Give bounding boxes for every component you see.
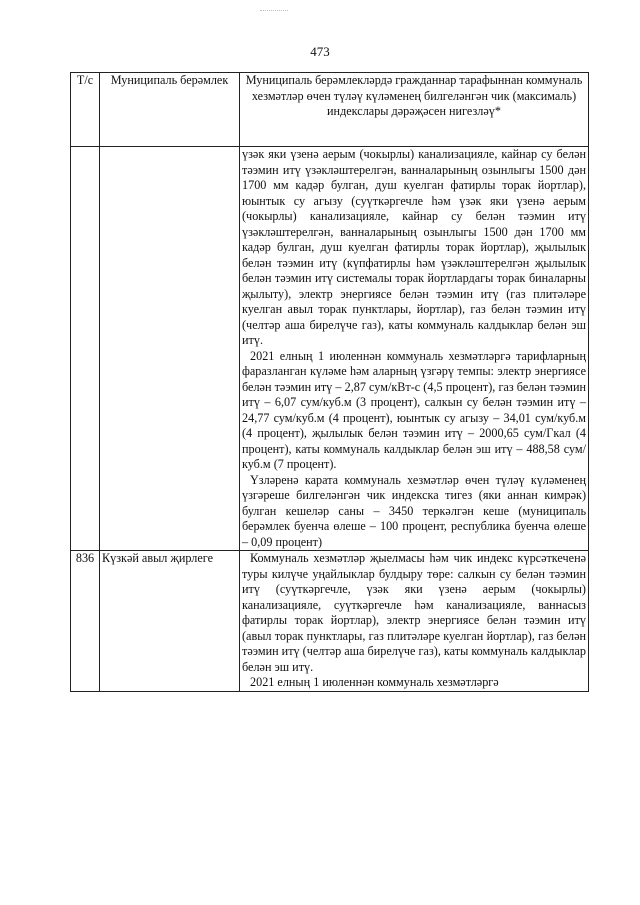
table-row-continuation [71, 147, 589, 551]
description-paragraph: 2021 елның 1 июленнән коммуналь хезмәтләргә тарифларның фаразланган күләме һәм аларның үзгәрү темпы: электр энергиясе белән тәэмин итү – 2,87 сум/кВт-с (4,5 процент), газ белән тәэмин итү – 6,07 сум/куб.м (3 процент), салкын су белән тәэмин итү – 24,77 сум/куб.м (4 процент), юынтык су агызу – 34,01 сум/куб.м (4 процент), җылылык белән тәэмин итү – 2000,65 сум/Гкал (4 процент), каты коммуналь калдыклар белән эш итү – 488,58 сум/куб.м (7 процент). [242, 348, 586, 471]
continuation-municipality-cell [100, 147, 240, 551]
continuation-description-cell [240, 147, 589, 551]
page-number: 473 [310, 44, 330, 59]
municipal-index-table [70, 72, 589, 692]
row-municipality: Күзкәй авыл җирлеге [100, 551, 240, 692]
row-description-cell [240, 551, 589, 692]
description-paragraph: үзәк яки үзенә аерым (чокырлы) канализацияле, кайнар су белән тәэмин итү үзәкләштерелгән, ванналарының озынлыгы 1500 дән 1700 мм кадәр булган, душ куелган фатирлы торак йортлар), юынтык су агызу (суүткәргечле һәм үзәк яки үзенә аерым (чокырлы) канализацияле, кайнар су белән тәэмин итү үзәкләштерелгән, ванналарының озынлыгы 1500 дән 1700 мм кадәр булган, душ куелган фатирлы торак йортлар), җылылык белән тәэмин итү (күпфатирлы һәм үзәкләштерелгән җылылык белән тәэмин итү системалы торак йортлардагы торак биналарны җылыту), электр энергиясе белән тәэмин итү (газ плитәләре куелган авыл торак пунктлары, йортлар), газ белән тәэмин итү (челтәр аша бирелүче газ), каты коммуналь калдыклар белән эш итү. [242, 147, 586, 347]
continuation-number-cell [71, 147, 100, 551]
table-row-836 [71, 551, 589, 692]
row-number: 836 [71, 551, 100, 692]
header-description: Муниципаль берәмлекләрдә гражданнар тарафыннан коммуналь хезмәтләр өчен түләү күләменең билгеләнгән чик (максималь) индекслары дәрәҗәсен нигезләү* [240, 73, 589, 147]
description-paragraph: 2021 елның 1 июленнән коммуналь хезмәтләргә [250, 675, 499, 689]
description-paragraph: Коммуналь хезмәтләр җыелмасы һәм чик индекс күрсәткеченә туры килүче уңайлыклар булдыру төре: салкын су белән тәэмин итү (суүткәргечле, үзәк яки үзенә аерым (чокырлы) канализацияле, суүткәргечле һәм канализацияле, ваннасыз фатирлы торак йортлар), электр энергиясе белән тәэмин итү (авыл торак пунктлары, газ плитәләре куелган йортлар), газ белән тәэмин итү (челтәр аша бирелүче газ), каты коммуналь калдыклар белән эш итү. [242, 551, 586, 674]
header-municipality: Муниципаль берәмлек [100, 73, 240, 147]
header-number: Т/с [71, 73, 100, 147]
scan-artifact [260, 10, 288, 15]
table-header-row [71, 73, 589, 147]
description-paragraph: Үзләренә карата коммуналь хезмәтләр өчен түләү күләменең үзгәреше билгеләнгән чик индекска тигез (яки аннан кимрәк) булган кешеләр саны – 3450 теркәлгән кеше (муниципаль берәмлек буенча өлеше – 100 процент, республика буенча өлеше – 0,09 процент) [242, 472, 586, 549]
